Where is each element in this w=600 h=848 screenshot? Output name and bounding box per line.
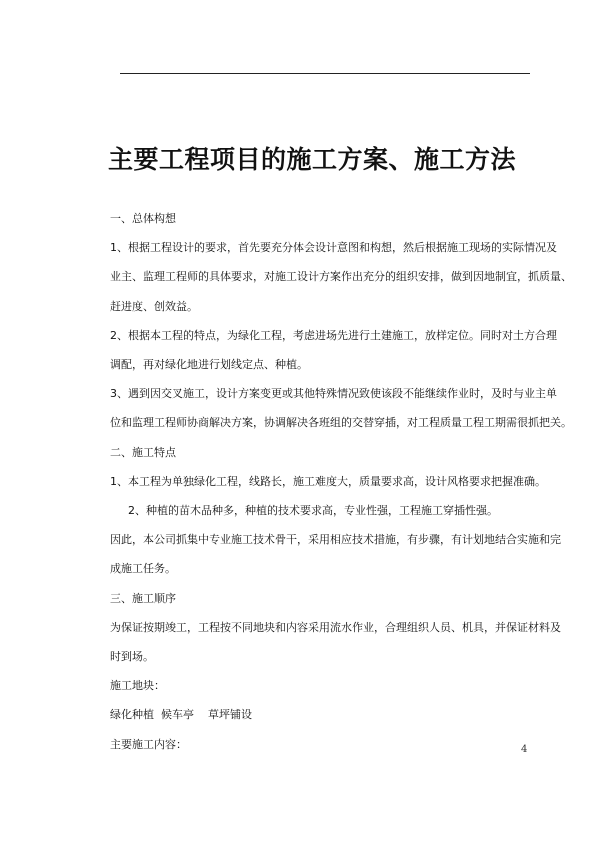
paragraph-line: 业主、监理工程师的具体要求，对施工设计方案作出充分的组织安排，做到因地制宜，抓质量、 (110, 270, 572, 284)
paragraph-line: 绿化种植 候车亭 草坪铺设 (110, 708, 252, 722)
paragraph-line: 2、根据本工程的特点，为绿化工程，考虑进场先进行土建施工，放样定位。同时对土方合理 (110, 328, 557, 342)
section-heading-2: 二、施工特点 (110, 445, 176, 459)
paragraph-line: 调配，再对绿化地进行划线定点、种植。 (110, 358, 308, 372)
section-heading-3: 三、施工顺序 (110, 591, 176, 605)
paragraph-line: 3、遇到因交叉施工，设计方案变更或其他特殊情况致使该段不能继续作业时，及时与业主单 (110, 387, 557, 401)
paragraph-line: 成施工任务。 (110, 562, 176, 576)
paragraph-line: 1、根据工程设计的要求，首先要充分体会设计意图和构想，然后根据施工现场的实际情况及 (110, 241, 557, 255)
paragraph-line: 因此，本公司抓集中专业施工技术骨干，采用相应技术措施，有步骤，有计划地结合实施和完 (110, 533, 561, 547)
paragraph-line: 施工地块： (110, 679, 165, 693)
paragraph-line: 2、种植的苗木品种多，种植的技术要求高，专业性强，工程施工穿插性强。 (128, 504, 498, 518)
paragraph-line: 赶进度、创效益。 (110, 299, 198, 313)
paragraph-line: 主要施工内容： (110, 737, 187, 751)
header-rule (120, 73, 530, 74)
page-number: 4 (521, 744, 528, 755)
document-title: 主要工程项目的施工方案、施工方法 (108, 145, 517, 174)
paragraph-line: 为保证按期竣工，工程按不同地块和内容采用流水作业，合理组织人员、机具，并保证材料及 (110, 620, 561, 634)
paragraph-line: 1、本工程为单独绿化工程，线路长，施工难度大，质量要求高，设计风格要求把握准确。 (110, 474, 546, 488)
document-body (110, 204, 572, 759)
paragraph-line: 位和监理工程师协商解决方案，协调解决各班组的交替穿插，对工程质量工程工期需很抓把关。 (110, 416, 572, 430)
section-heading-1: 一、总体构想 (110, 212, 176, 225)
paragraph-line: 时到场。 (110, 650, 154, 664)
